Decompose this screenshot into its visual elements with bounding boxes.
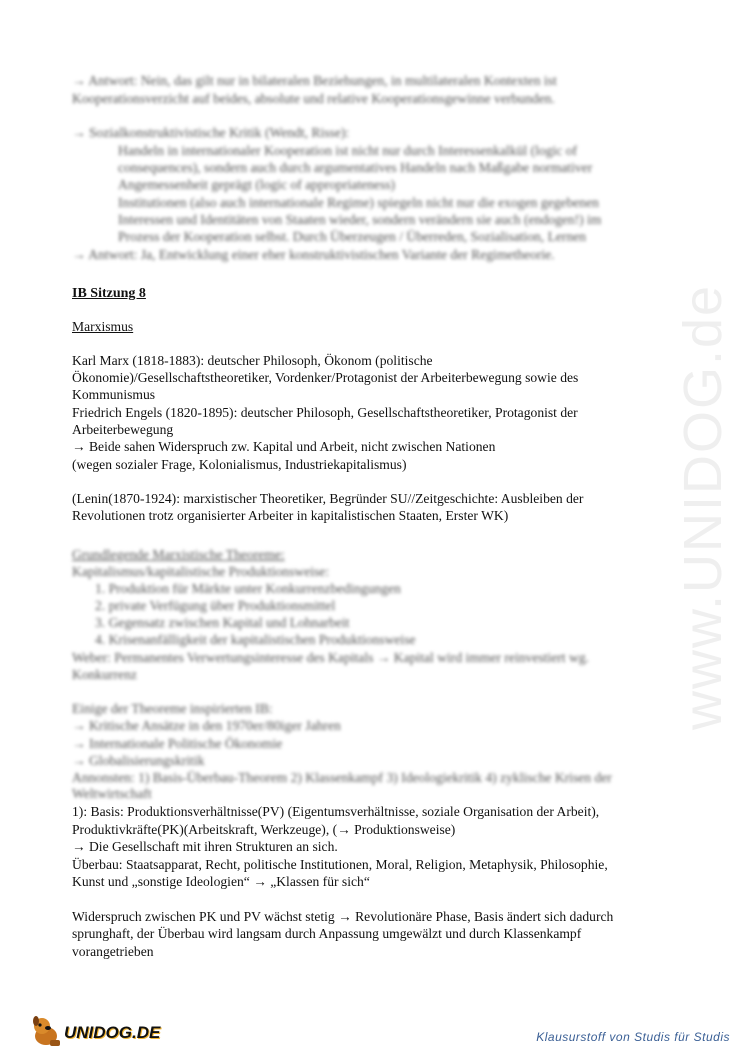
paragraph-line: Karl Marx (1818-1883): deutscher Philosoph, Ökonom (politische <box>72 353 433 368</box>
paragraph-line: 1): Basis: Produktionsverhältnisse(PV) (Eigentumsverhältnisse, soziale Organisation der Arbeit), <box>72 804 600 819</box>
blurred-line: 3. Gegensatz zwischen Kapital und Lohnarbeit <box>95 615 350 630</box>
blurred-line: Konkurrenz <box>72 667 137 682</box>
paragraph-line: Produktivkräfte(PK)(Arbeitskraft, Werkzeuge), (→ Produktionsweise) <box>72 822 456 837</box>
paragraph-line: → Beide sahen Widerspruch zw. Kapital und Arbeit, nicht zwischen Nationen <box>72 439 496 454</box>
paragraph-line: (Lenin(1870-1924): marxistischer Theoretiker, Begründer SU//Zeitgeschichte: Ausbleiben der <box>72 491 584 506</box>
blurred-line: → Globalisierungskritik <box>72 753 205 768</box>
dog-icon <box>28 1014 68 1050</box>
paragraph-line: (wegen sozialer Frage, Kolonialismus, Industriekapitalismus) <box>72 457 407 472</box>
paragraph-line: → Die Gesellschaft mit ihren Strukturen an sich. <box>72 839 338 854</box>
blurred-line: consequences), sondern auch durch argumentatives Handeln nach Maßgabe normativer <box>118 160 593 175</box>
watermark: www.UNIDOG.de <box>673 283 733 730</box>
paragraph-line: Überbau: Staatsapparat, Recht, politische Institutionen, Moral, Religion, Metaphysik, Philosophie, <box>72 857 608 872</box>
blurred-line: Weber: Permanentes Verwertungsinteresse des Kapitals → Kapital wird immer reinvestiert wg. <box>72 650 589 665</box>
paragraph-line: Revolutionen trotz organisierter Arbeiter in kapitalistischen Staaten, Erster WK) <box>72 508 509 523</box>
blurred-line: Prozess der Kooperation selbst. Durch Überzeugen / Überreden, Sozialisation, Lernen <box>118 229 587 244</box>
paragraph-line: Ökonomie)/Gesellschaftstheoretiker, Vordenker/Protagonist der Arbeiterbewegung sowie des <box>72 370 579 385</box>
blurred-line: Interessen und Identitäten von Staaten wieder, sondern verändern sie auch (endogen!) im <box>118 212 602 227</box>
blurred-line: → Kritische Ansätze in den 1970er/80iger Jahren <box>72 718 341 733</box>
section-subtitle: Marxismus <box>72 319 134 334</box>
logo-text: UNIDOG.DE <box>64 1023 161 1042</box>
paragraph-line: Friedrich Engels (1820-1895): deutscher Philosoph, Gesellschaftstheoretiker, Protagonist der <box>72 405 578 420</box>
blurred-line: → Internationale Politische Ökonomie <box>72 736 283 751</box>
blurred-line: → Antwort: Ja, Entwicklung einer eher konstruktivistischen Variante der Regimetheorie. <box>72 247 555 262</box>
unidog-logo[interactable] <box>28 1014 161 1050</box>
blurred-line: Handeln in internationaler Kooperation ist nicht nur durch Interessenkalkül (logic of <box>118 143 578 158</box>
blurred-line: Institutionen (also auch internationale Regime) spiegeln nicht nur die exogen gegebenen <box>118 195 599 210</box>
blurred-line: Grundlegende Marxistische Theoreme: <box>72 547 285 562</box>
blurred-line: Kooperationsverzicht auf beides, absolute und relative Kooperationsgewinne verbunden. <box>72 91 555 106</box>
blurred-line: 4. Krisenanfälligkeit der kapitalistischen Produktionsweise <box>95 632 416 647</box>
paragraph-line: sprunghaft, der Überbau wird langsam durch Anpassung umgewälzt und durch Klassenkampf <box>72 926 582 941</box>
blurred-line: Annonsten: 1) Basis-Überbau-Theorem 2) Klassenkampf 3) Ideologiekritik 4) zyklische Krisen der <box>72 770 612 785</box>
blurred-line: → Antwort: Nein, das gilt nur in bilateralen Beziehungen, in multilateralen Kontexten ist <box>72 73 557 88</box>
blurred-line: → Sozialkonstruktivistische Kritik (Wendt, Risse): <box>72 125 350 140</box>
blurred-line: Weltwirtschaft <box>72 786 152 801</box>
paragraph-line: vorangetrieben <box>72 944 154 959</box>
blurred-line: Angemessenheit geprägt (logic of appropriateness) <box>118 177 396 192</box>
paragraph-line: Kommunismus <box>72 387 156 402</box>
footer-slogan: Klausurstoff von Studis für Studis <box>536 1030 730 1044</box>
blurred-line: Einige der Theoreme inspirierten IB: <box>72 701 273 716</box>
blurred-line: 2. private Verfügung über Produktionsmittel <box>95 598 336 613</box>
blurred-line: Kapitalismus/kapitalistische Produktionsweise: <box>72 564 330 579</box>
paragraph-line: Widerspruch zwischen PK und PV wächst stetig → Revolutionäre Phase, Basis ändert sich dadurch <box>72 909 614 924</box>
paragraph-line: Arbeiterbewegung <box>72 422 174 437</box>
section-title: IB Sitzung 8 <box>72 286 146 301</box>
blurred-line: 1. Produktion für Märkte unter Konkurrenzbedingungen <box>95 581 401 596</box>
paragraph-line: Kunst und „sonstige Ideologien“ → „Klassen für sich“ <box>72 874 370 889</box>
